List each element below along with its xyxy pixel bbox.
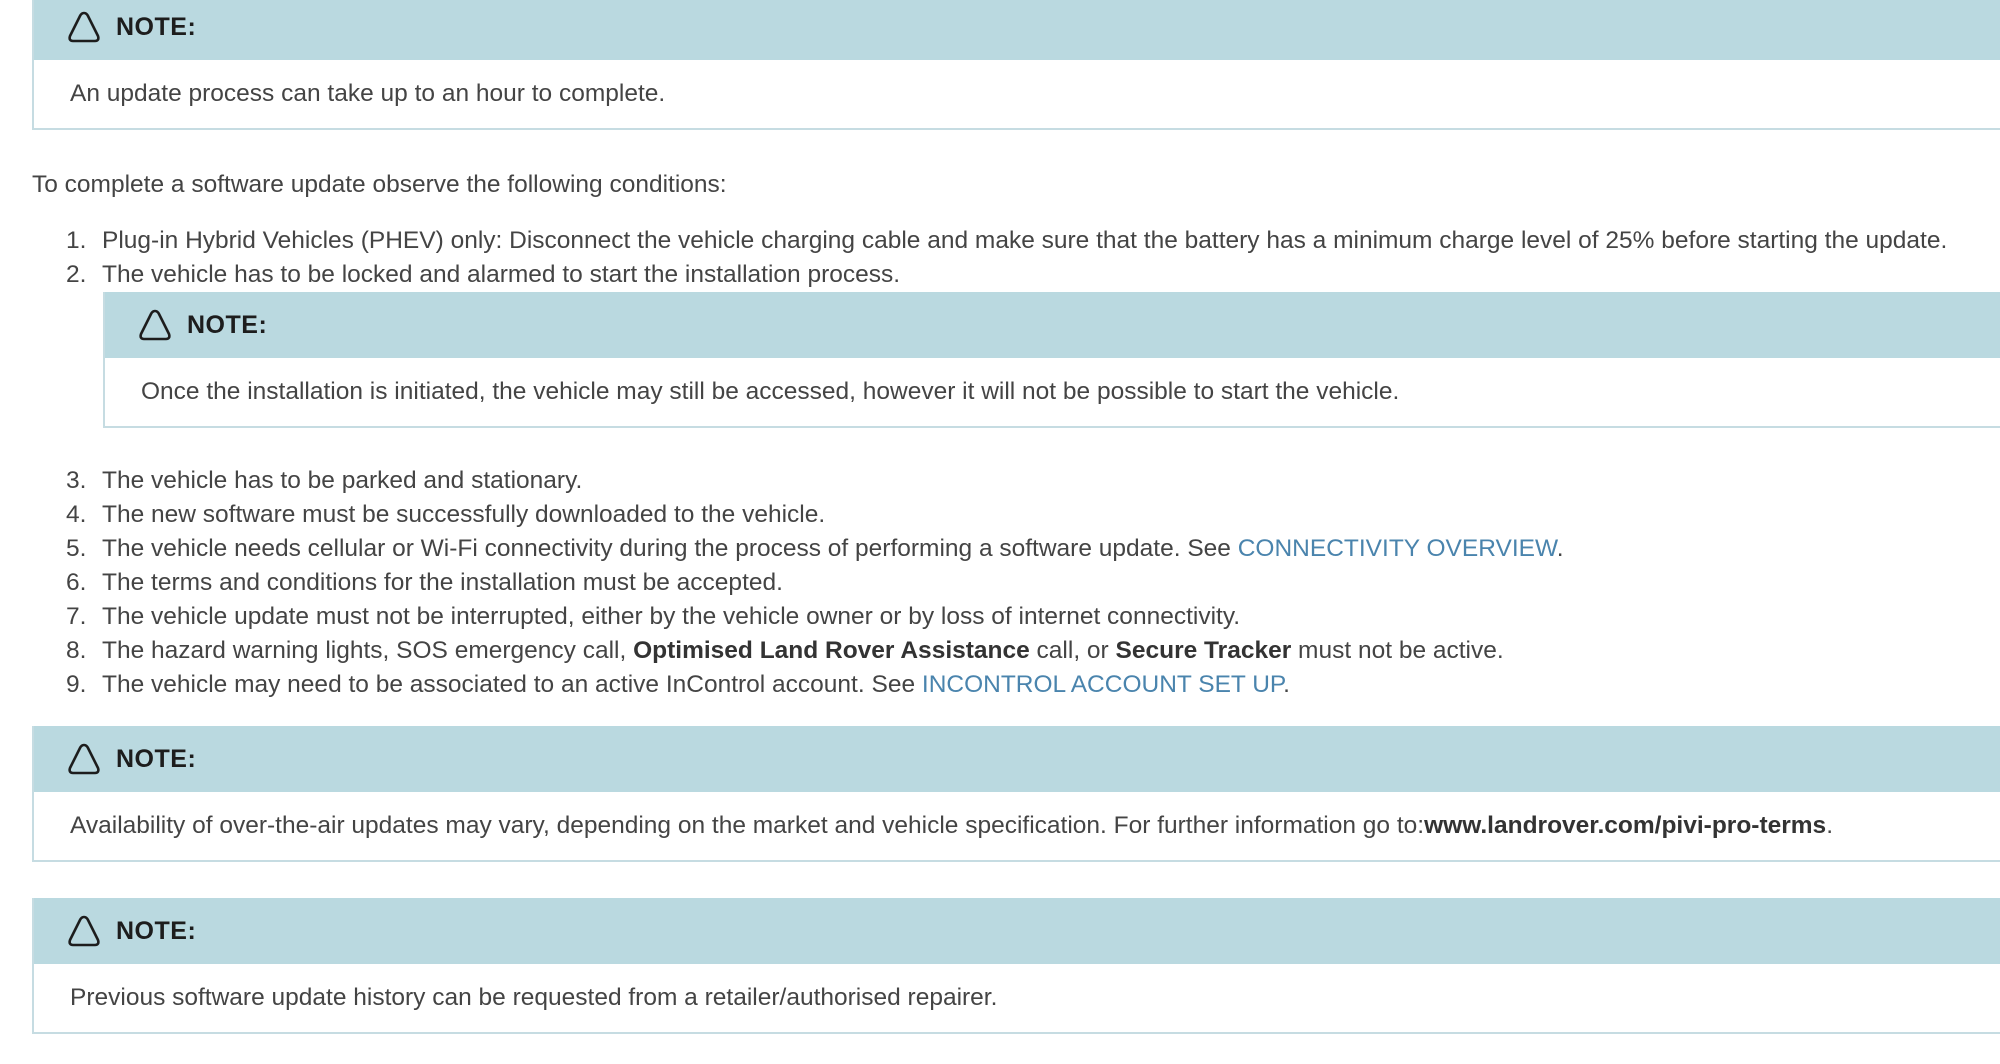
list-item xyxy=(66,498,825,532)
note-box xyxy=(103,292,2000,428)
bold-term: Optimised Land Rover Assistance xyxy=(633,637,1030,664)
list-text: The vehicle has to be parked and stationary. xyxy=(102,467,583,494)
intro-text: To complete a software update observe the following conditions: xyxy=(32,171,727,198)
list-item xyxy=(66,258,900,292)
list-item xyxy=(66,566,783,600)
list-item xyxy=(66,464,582,498)
list-text: The hazard warning lights, SOS emergency call, xyxy=(102,637,634,664)
list-number: 9. xyxy=(66,671,87,698)
note-body-text: Availability of over-the-air updates may vary, depending on the market and vehicle specification. For further information go to: xyxy=(70,812,1425,839)
list-text: The terms and conditions for the installation must be accepted. xyxy=(102,569,783,596)
note-box xyxy=(32,726,2000,862)
note-header xyxy=(34,898,2000,964)
terms-url: www.landrover.com/pivi-pro-terms xyxy=(1424,812,1827,839)
warning-triangle-icon xyxy=(66,741,102,777)
note-title: NOTE: xyxy=(116,744,197,773)
list-number: 4. xyxy=(66,501,87,528)
list-item xyxy=(66,224,1947,258)
list-item xyxy=(66,600,1240,634)
list-number: 3. xyxy=(66,467,87,494)
note-body: An update process can take up to an hour to complete. xyxy=(70,80,666,107)
list-item xyxy=(66,668,1290,702)
list-text: The vehicle needs cellular or Wi-Fi connectivity during the process of performing a software update. See xyxy=(102,535,1238,562)
note-body-suffix: . xyxy=(1826,812,1833,839)
note-box xyxy=(32,898,2000,1034)
warning-triangle-icon xyxy=(137,307,173,343)
list-number: 2. xyxy=(66,261,87,288)
list-item xyxy=(66,532,1564,566)
list-text: Plug-in Hybrid Vehicles (PHEV) only: Disconnect the vehicle charging cable and make sure that the battery has a minimum charge level of 25% before starting the update. xyxy=(102,227,1948,254)
list-suffix: must not be active. xyxy=(1291,637,1504,664)
note-header xyxy=(105,292,2000,358)
list-number: 6. xyxy=(66,569,87,596)
warning-triangle-icon xyxy=(66,9,102,45)
note-box xyxy=(32,0,2000,130)
note-body xyxy=(34,792,2000,860)
note-title: NOTE: xyxy=(187,310,268,339)
list-number: 5. xyxy=(66,535,87,562)
note-title: NOTE: xyxy=(116,916,197,945)
list-number: 8. xyxy=(66,637,87,664)
list-text: The vehicle update must not be interrupted, either by the vehicle owner or by loss of internet connectivity. xyxy=(102,603,1241,630)
list-number: 7. xyxy=(66,603,87,630)
note-body: Once the installation is initiated, the vehicle may still be accessed, however it will not be possible to start the vehicle. xyxy=(141,378,1400,405)
warning-triangle-icon xyxy=(66,913,102,949)
note-title: NOTE: xyxy=(116,12,197,41)
list-item xyxy=(66,634,1504,668)
list-text: The vehicle has to be locked and alarmed to start the installation process. xyxy=(102,261,901,288)
connectivity-overview-link[interactable]: CONNECTIVITY OVERVIEW xyxy=(1237,535,1557,562)
bold-term: Secure Tracker xyxy=(1115,637,1292,664)
list-number: 1. xyxy=(66,227,87,254)
list-suffix: . xyxy=(1283,671,1290,698)
list-text: The new software must be successfully downloaded to the vehicle. xyxy=(102,501,826,528)
list-text: The vehicle may need to be associated to an active InControl account. See xyxy=(102,671,922,698)
note-header xyxy=(34,0,2000,60)
incontrol-account-setup-link[interactable]: INCONTROL ACCOUNT SET UP xyxy=(921,671,1284,698)
list-text-mid: call, or xyxy=(1029,637,1116,664)
note-body: Previous software update history can be requested from a retailer/authorised repairer. xyxy=(70,984,998,1011)
list-suffix: . xyxy=(1556,535,1564,562)
note-header xyxy=(34,726,2000,792)
